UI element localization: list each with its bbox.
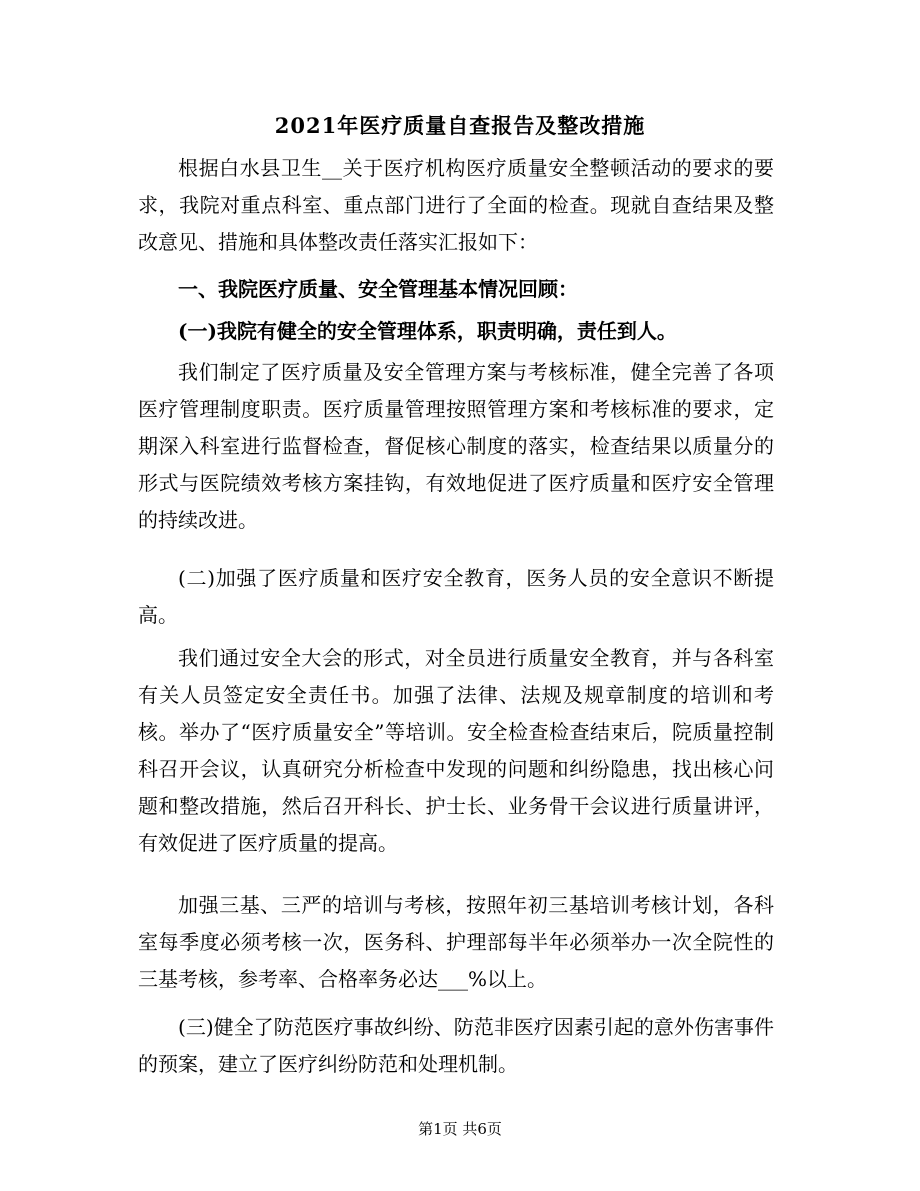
section-heading-1: 一、我院医疗质量、安全管理基本情况回顾：: [178, 277, 578, 301]
paragraph-management: 我们制定了医疗质量及安全管理方案与考核标准，健全完善了各项医疗管理制度职责。医疗质量管理按照管理方案和考核标准的要求，定期深入科室进行监督检查，督促核心制度的落实，检查结果以质量分的形式与医院绩效考核方案挂钩，有效地促进了医疗质量和医疗安全管理的持续改进。: [138, 360, 774, 532]
paragraph-intro: 根据白水县卫生__关于医疗机构医疗质量安全整顿活动的要求的要求，我院对重点科室、重点部门进行了全面的检查。现就自查结果及整改意见、措施和具体整改责任落实汇报如下：: [138, 156, 774, 254]
page-number-footer: 第1页 共6页: [418, 1120, 502, 1138]
paragraph-training: 加强三基、三严的培训与考核，按照年初三基培训考核计划，各科室每季度必须考核一次，医务科、护理部每半年必须举办一次全院性的三基考核，参考率、合格率务必达___%以上。: [138, 893, 774, 991]
subsection-heading-3: (三)健全了防范医疗事故纠纷、防范非医疗因素引起的意外伤害事件的预案，建立了医疗纠纷防范和处理机制。: [138, 1015, 774, 1076]
paragraph-education: 我们通过安全大会的形式，对全员进行质量安全教育，并与各科室有关人员签定安全责任书。加强了法律、法规及规章制度的培训和考核。举办了“医疗质量安全”等培训。安全检查检查结束后，院质量控制科召开会议，认真研究分析检查中发现的问题和纠纷隐患，找出核心问题和整改措施，然后召开科长、护士长、业务骨干会议进行质量讲评，有效促进了医疗质量的提高。: [138, 646, 774, 855]
document-title: 2021年医疗质量自查报告及整改措施: [274, 113, 646, 138]
subsection-heading-1: (一)我院有健全的安全管理体系，职责明确，责任到人。: [178, 319, 677, 343]
subsection-heading-2: (二)加强了医疗质量和医疗安全教育，医务人员的安全意识不断提高。: [138, 566, 774, 627]
